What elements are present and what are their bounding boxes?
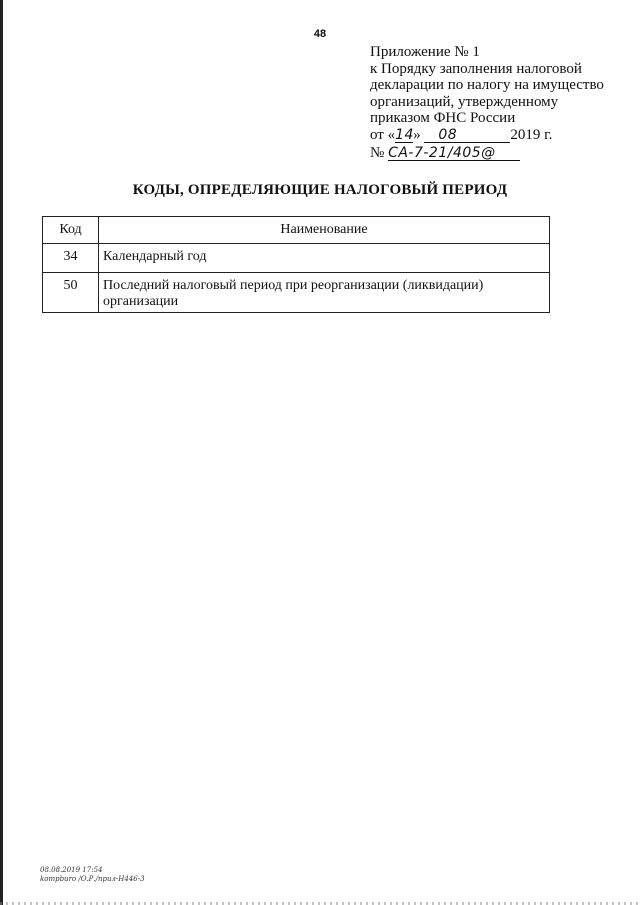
order-number-handwritten: СА-7-21/405@ (388, 146, 520, 161)
appendix-number-line (370, 145, 630, 163)
row-name: Календарный год (99, 244, 550, 273)
date-prefix: от « (370, 126, 396, 143)
date-day-handwritten: 14 (395, 126, 414, 143)
table-header-row (43, 217, 550, 244)
appendix-line: приказом ФНС России (370, 110, 516, 126)
page-left-border (0, 0, 3, 905)
header-code: Код (43, 217, 99, 244)
appendix-line: Приложение № 1 (370, 44, 480, 60)
date-mid: » (413, 126, 421, 143)
document-title: КОДЫ, ОПРЕДЕЛЯЮЩИЕ НАЛОГОВЫЙ ПЕРИОД (132, 182, 508, 198)
appendix-line: к Порядку заполнения налоговой (370, 60, 582, 77)
row-name: Последний налоговый период при реорганизации (ликвидации) организации (99, 273, 550, 313)
number-prefix: № (370, 144, 385, 161)
footer-file-path: kompburo /О.Р./прил-Н446-3 (40, 875, 145, 883)
date-year: 2019 г. (510, 126, 553, 143)
tax-period-codes-table (42, 216, 550, 313)
appendix-date-line (370, 127, 630, 145)
date-month-handwritten: 08 (424, 128, 510, 143)
appendix-line: организаций, утвержденному (370, 93, 559, 110)
table-row (43, 273, 550, 313)
footer-stamp (40, 866, 145, 884)
table-row (43, 244, 550, 273)
header-name: Наименование (99, 217, 550, 244)
appendix-block (370, 44, 630, 163)
row-code: 34 (43, 244, 99, 273)
row-code: 50 (43, 273, 99, 313)
footer-timestamp: 08.08.2019 17:54 (40, 866, 103, 874)
page-number: 48 (313, 28, 327, 40)
appendix-line: декларации по налогу на имущество (370, 77, 604, 93)
